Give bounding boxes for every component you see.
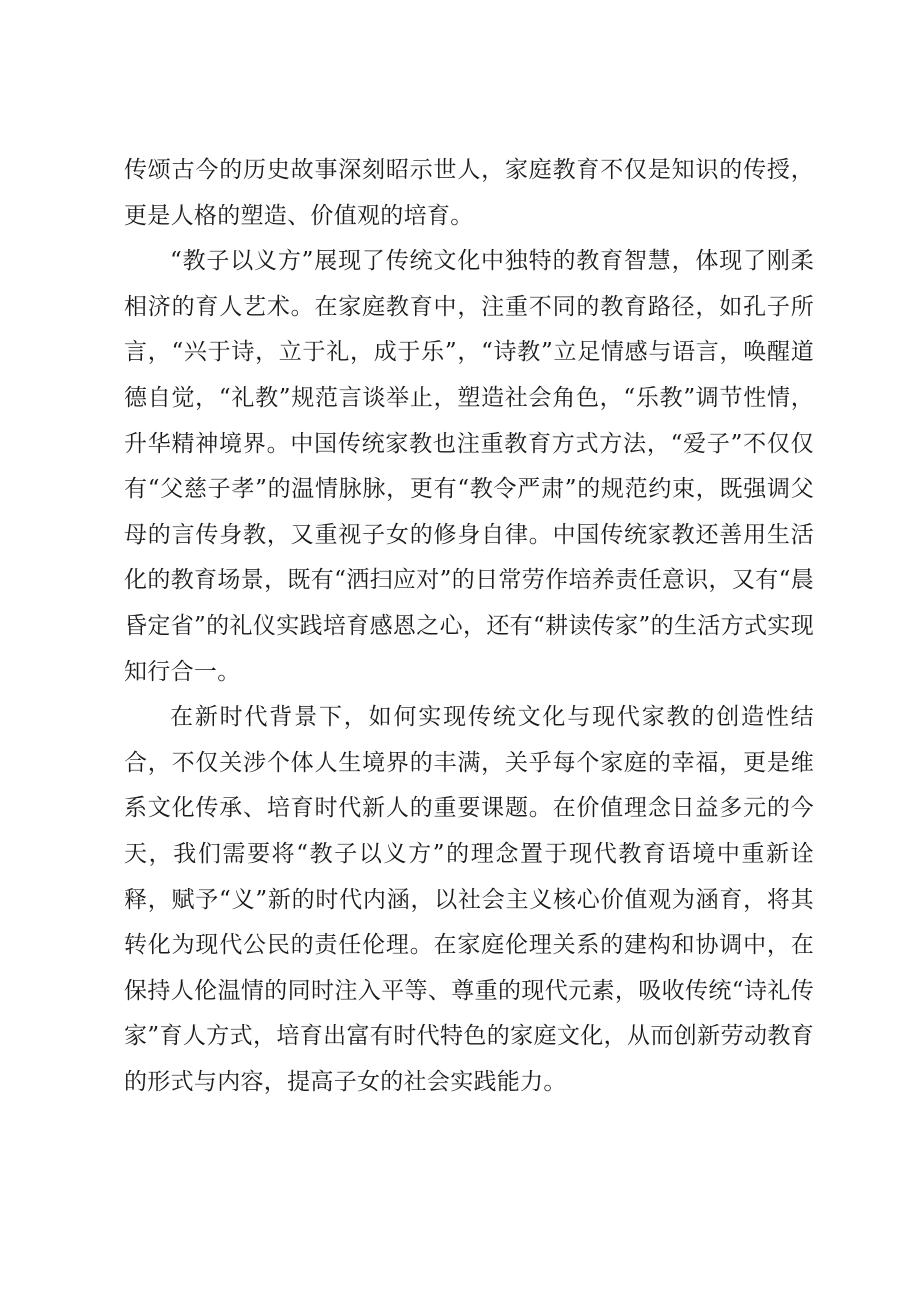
paragraph-jiaozi-yifang: “教子以义方”展现了传统文化中独特的教育智慧，体现了刚柔相济的育人艺术。在家庭教育中，注重不同的教育路径，如孔子所言，“兴于诗，立于礼，成于乐”，“诗教”立足情感与语言，唤醒道德自觉，“礼教”规范言谈举止，塑造社会角色，“乐教”调节性情，升华精神境界。中国传统家教也注重教育方式方法，“爱子”不仅仅有“父慈子孝”的温情脉脉，更有“教令严肃”的规范约束，既强调父母的言传身教，又重视子女的修身自律。中国传统家教还善用生活化的教育场景，既有“洒扫应对”的日常劳作培养责任意识，又有“晨昏定省”的礼仪实践培育感恩之心，还有“耕读传家”的生活方式实现知行合一。 bbox=[124, 248, 814, 685]
paragraph-new-era: 在新时代背景下，如何实现传统文化与现代家教的创造性结合，不仅关涉个体人生境界的丰满，关乎每个家庭的幸福，更是维系文化传承、培育时代新人的重要课题。在价值理念日益多元的今天，我们需要将“教子以义方”的理念置于现代教育语境中重新诠释，赋予“义”新的时代内涵，以社会主义核心价值观为涵育，将其转化为现代公民的责任伦理。在家庭伦理关系的建构和协调中，在保持人伦温情的同时注入平等、尊重的现代元素，吸收传统“诗礼传家”育人方式，培育出富有时代特色的家庭文化，从而创新劳动教育的形式与内容，提高子女的社会实践能力。 bbox=[124, 704, 814, 1095]
paragraph-continuation: 传颂古今的历史故事深刻昭示世人，家庭教育不仅是知识的传授，更是人格的塑造、价值观的培育。 bbox=[124, 157, 814, 229]
document-body bbox=[124, 148, 814, 1105]
